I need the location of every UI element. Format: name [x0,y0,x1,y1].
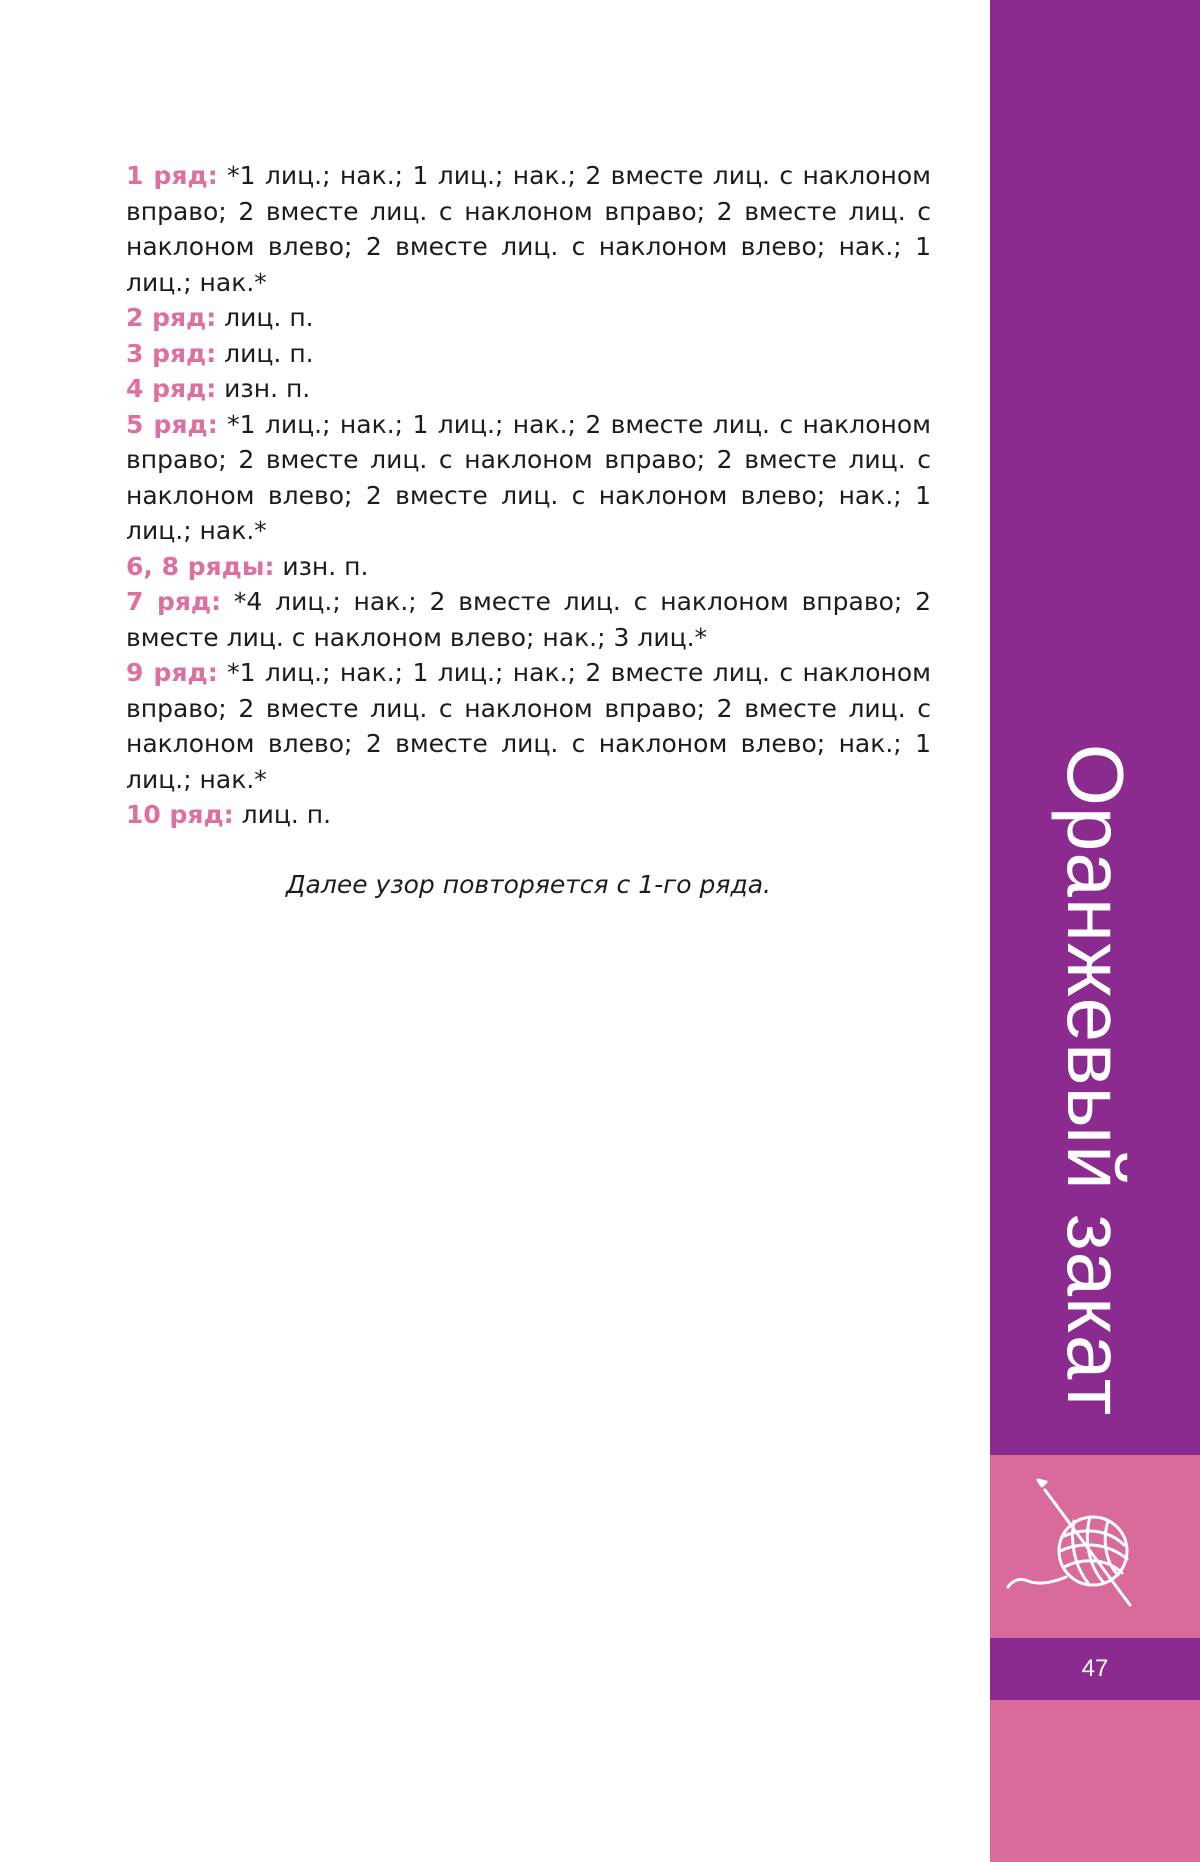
footer-note: Далее узор повторяется с 1-го ряда. [285,870,771,899]
page-number: 47 [1081,1655,1109,1682]
sidebar-title-block [990,0,1200,1455]
row-label: 9 ряд: [126,658,218,687]
row-text: *4 лиц.; нак.; 2 вместе лиц. с наклоном вправо; 2 вместе лиц. с наклоном влево; нак.; 3 лиц.* [126,587,932,652]
pattern-row [126,549,931,585]
row-label: 5 ряд: [126,409,218,439]
sidebar-logo-block [990,1455,1200,1638]
yarn-ball-icon [990,1455,1200,1638]
pattern-row [126,371,931,407]
pattern-row [126,336,931,372]
row-text: изн. п. [216,374,311,403]
row-label: 2 ряд: [126,303,217,332]
pattern-row [126,655,931,797]
pattern-row [126,797,931,833]
sidebar [990,0,1200,1862]
pattern-row [126,584,931,655]
pattern-row [126,158,931,300]
pattern-row [126,407,931,549]
row-label: 6, 8 ряды: [126,551,275,581]
row-label: 7 ряд: [126,587,222,616]
sidebar-bottom-block [990,1700,1200,1862]
row-text: изн. п. [274,551,369,581]
row-text: лиц. п. [216,303,314,332]
row-label: 1 ряд: [126,161,218,190]
row-text: *1 лиц.; нак.; 1 лиц.; нак.; 2 вместе лиц. с наклоном вправо; 2 вместе лиц. с наклоном вправо; 2 вместе лиц. с наклоном влево; 2 вместе лиц. с наклоном влево; нак.; 1 лиц.; нак.* [126,161,932,297]
row-text: лиц. п. [233,800,332,829]
sidebar-page-block [990,1638,1200,1700]
row-label: 10 ряд: [126,800,234,829]
row-text: *1 лиц.; нак.; 1 лиц.; нак.; 2 вместе лиц. с наклоном вправо; 2 вместе лиц. с наклоном вправо; 2 вместе лиц. с наклоном влево; 2 вместе лиц. с наклоном влево; нак.; 1 лиц.; нак.* [126,658,932,794]
pattern-row [126,300,931,336]
pattern-instructions [126,158,931,833]
row-label: 4 ряд: [126,374,217,403]
chapter-title: Оранжевый закат [1051,743,1140,1417]
row-text: лиц. п. [216,338,314,368]
row-label: 3 ряд: [126,338,217,368]
row-text: *1 лиц.; нак.; 1 лиц.; нак.; 2 вместе лиц. с наклоном вправо; 2 вместе лиц. с наклоном вправо; 2 вместе лиц. с наклоном влево; 2 вместе лиц. с наклоном влево; нак.; 1 лиц.; нак.* [126,409,932,545]
